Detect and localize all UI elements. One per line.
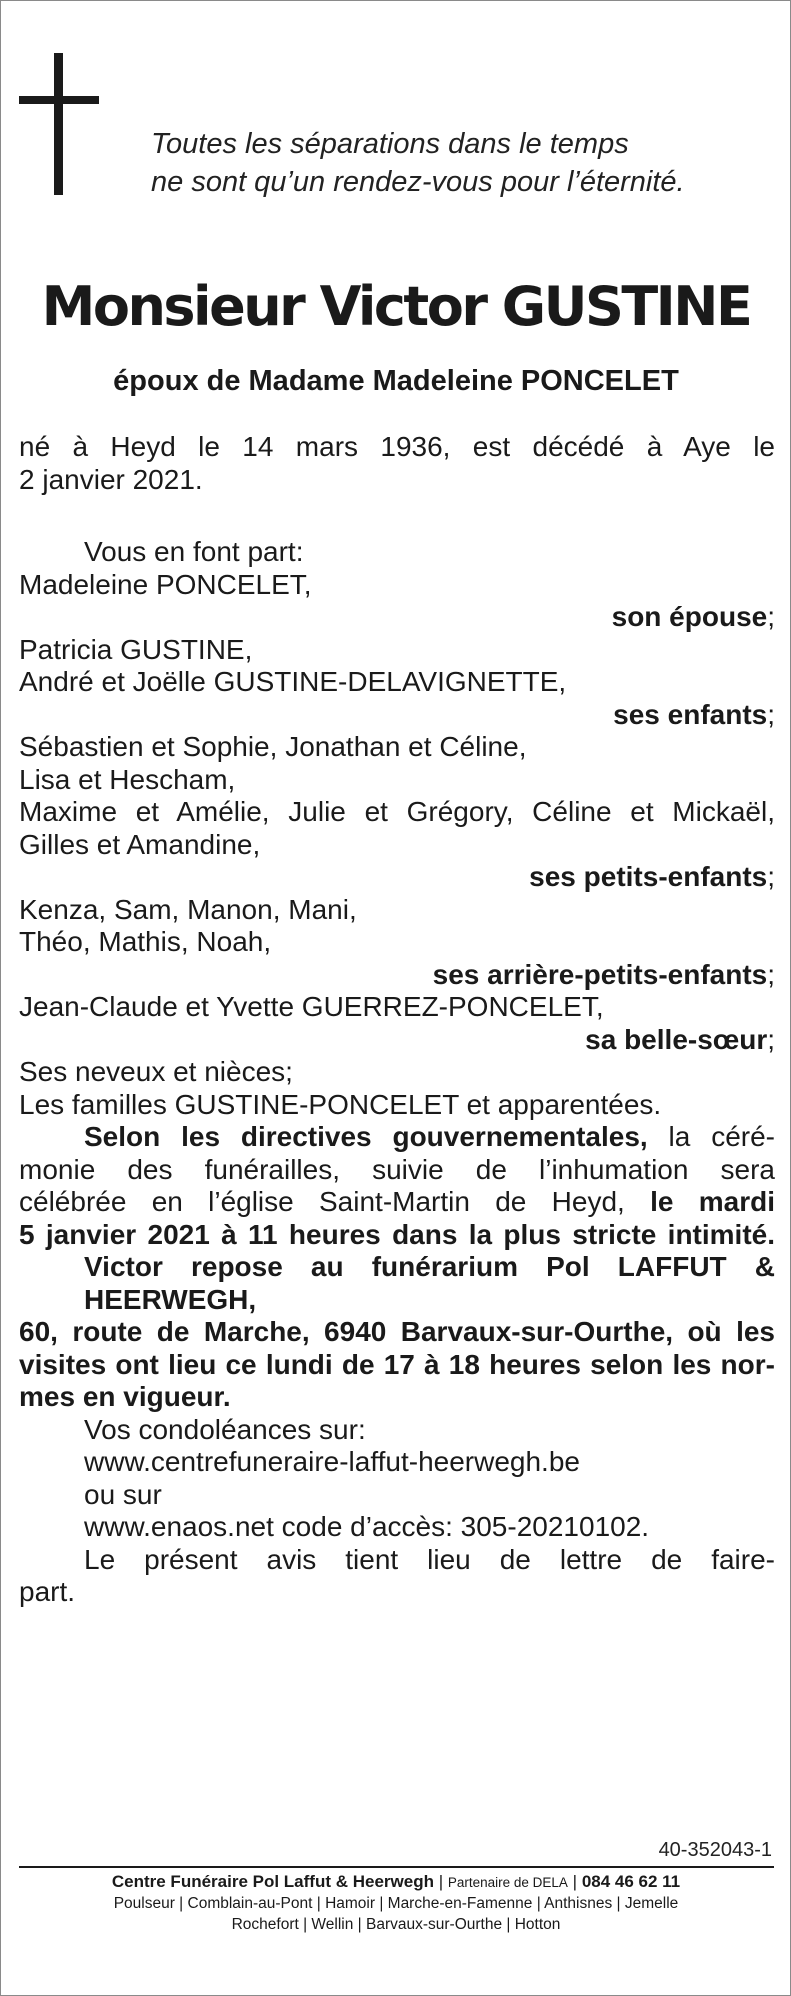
condolences-link[interactable]: www.enaos.net code d’accès: 305-20210102.	[84, 1511, 650, 1542]
relationship-label: son épouse;	[611, 601, 775, 632]
ceremony-text: 5 janvier 2021 à 11 heures dans la plus stricte intimité.	[19, 1218, 775, 1250]
family-member: Les familles GUSTINE-PONCELET et apparentées.	[19, 1088, 662, 1120]
condolences-link[interactable]: www.centrefuneraire-laffut-heerwegh.be	[84, 1446, 580, 1477]
footer-phone[interactable]: 084 46 62 11	[581, 1872, 681, 1891]
divider	[19, 1866, 774, 1868]
footer-towns: Poulseur | Comblain-au-Pont | Hamoir | Marche-en-Famenne | Anthisnes | Jemelle	[113, 1895, 679, 1912]
funeral-home-footer	[11, 1871, 781, 1935]
relationship-label: ses arrière-petits-enfants;	[432, 958, 775, 990]
quote-line: Toutes les séparations dans le temps	[151, 128, 629, 160]
family-member: Kenza, Sam, Manon, Mani,	[19, 893, 357, 925]
notice-text: part.	[19, 1576, 76, 1607]
condolences-or: ou sur	[84, 1478, 162, 1510]
visitation-text: mes en vigueur.	[19, 1381, 231, 1412]
family-member: Lisa et Hescham,	[19, 763, 236, 795]
notice-text: Le présent avis tient lieu de lettre de faire-	[84, 1543, 775, 1575]
cross-icon	[19, 53, 99, 195]
ceremony-text: Selon les directives gouvernementales, la céré-	[84, 1121, 775, 1152]
spouse-line: époux de Madame Madeleine PONCELET	[113, 365, 679, 397]
quote-line: ne sont qu’un rendez-vous pour l’éternité.	[151, 166, 685, 198]
family-member: Maxime et Amélie, Julie et Grégory, Céline et Mickaël,	[19, 796, 775, 827]
epigraph-quote	[151, 125, 775, 201]
ceremony-text: célébrée en l’église Saint-Martin de Heyd, le mardi	[19, 1186, 775, 1217]
ceremony-text: monie des funérailles, suivie de l’inhumation sera	[19, 1153, 775, 1185]
family-member: Ses neveux et nièces;	[19, 1056, 293, 1087]
visitation-text: Victor repose au funérarium Pol LAFFUT & HEERWEGH,	[84, 1251, 775, 1315]
footer-towns: Rochefort | Wellin | Barvaux-sur-Ourthe | Hotton	[231, 1916, 561, 1933]
notice-body	[19, 431, 775, 1609]
family-member: Gilles et Amandine,	[19, 828, 261, 860]
family-member: Théo, Mathis, Noah,	[19, 926, 272, 957]
condolences-label: Vos condoléances sur:	[84, 1413, 366, 1445]
visitation-text: visites ont lieu ce lundi de 17 à 18 heures selon les nor-	[19, 1348, 775, 1380]
relationship-label: sa belle-sœur;	[585, 1023, 775, 1055]
relationship-label: ses petits-enfants;	[529, 861, 775, 892]
reference-number: 40-352043-1	[658, 1839, 772, 1861]
family-member: Sébastien et Sophie, Jonathan et Céline,	[19, 731, 527, 762]
birth-death-line: 2 janvier 2021.	[19, 463, 203, 495]
relationship-label: ses enfants;	[613, 698, 775, 730]
birth-death-line: né à Heyd le 14 mars 1936, est décédé à Aye le	[19, 431, 775, 462]
footer-company-line: Centre Funéraire Pol Laffut & Heerwegh | Partenaire de DELA | 084 46 62 11	[111, 1872, 681, 1891]
family-member: Patricia GUSTINE,	[19, 633, 253, 665]
family-member: Jean-Claude et Yvette GUERREZ-PONCELET,	[19, 991, 604, 1022]
visitation-text: 60, route de Marche, 6940 Barvaux-sur-Ourthe, où les	[19, 1316, 775, 1347]
family-member: Madeleine PONCELET,	[19, 568, 312, 600]
deceased-name: Monsieur Victor GUSTINE	[41, 275, 751, 338]
family-member: André et Joëlle GUSTINE-DELAVIGNETTE,	[19, 666, 567, 697]
announcement-intro: Vous en font part:	[84, 536, 304, 567]
